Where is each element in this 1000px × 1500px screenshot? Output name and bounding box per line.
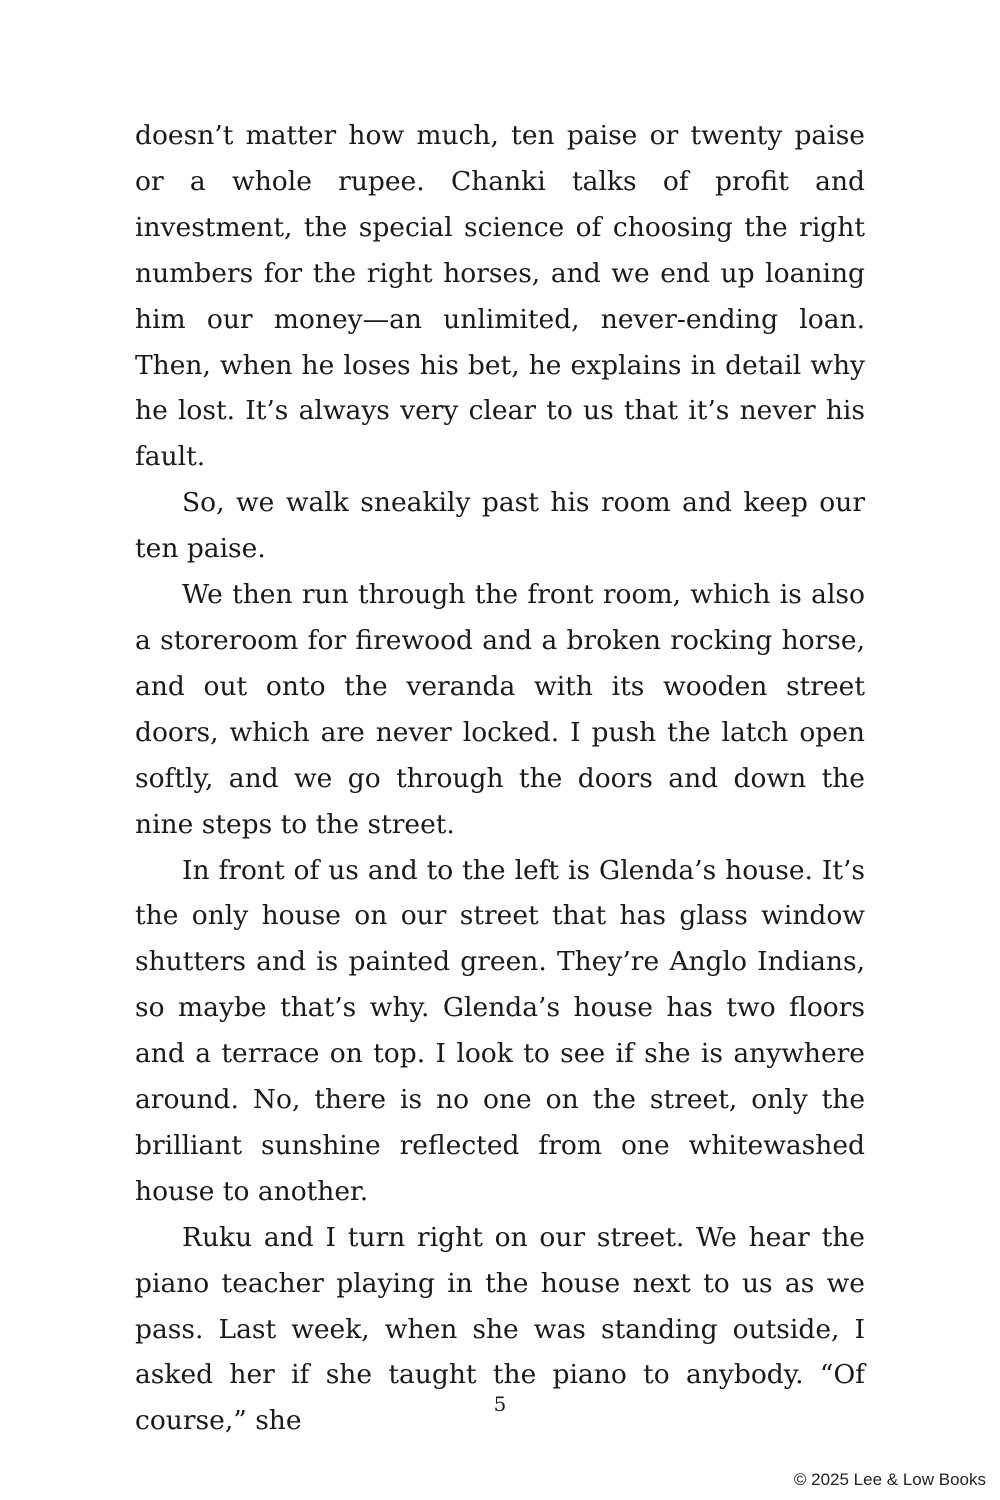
paragraph: We then run through the front room, which is also a storeroom for firewood and a broken rocking horse, and out onto the veranda with its wooden street doors, which are never locked. I push the latch open softly, and we go through the doors and down the nine steps to the street.	[135, 579, 865, 840]
paragraph-continued: doesn’t matter how much, ten paise or twenty paise or a whole rupee. Chanki talks of profit and investment, the special science of choosing the right numbers for the right horses, and we end up loaning him our money—an unlimited, never-ending loan. Then, when he loses his bet, he explains in detail why he lost. It’s always very clear to us that it’s never his fault.	[135, 120, 865, 473]
paragraph: So, we walk sneakily past his room and keep our ten paise.	[135, 487, 865, 565]
body-text	[135, 113, 865, 1444]
paragraph: In front of us and to the left is Glenda’s house. It’s the only house on our street that has glass window shutters and is painted green. They’re Anglo Indians, so maybe that’s why. Glenda’s house has two floors and a terrace on top. I look to see if she is anywhere around. No, there is no one on the street, only the brilliant sunshine reflected from one whitewashed house to another.	[135, 854, 865, 1207]
page-number: 5	[493, 1392, 507, 1416]
copyright-notice: © 2025 Lee & Low Books	[793, 1470, 986, 1489]
paragraph: Ruku and I turn right on our street. We hear the piano teacher playing in the house next to us as we pass. Last week, when she was standing outside, I asked her if she taught the piano to anybody. “Of course,” she	[135, 1221, 865, 1437]
